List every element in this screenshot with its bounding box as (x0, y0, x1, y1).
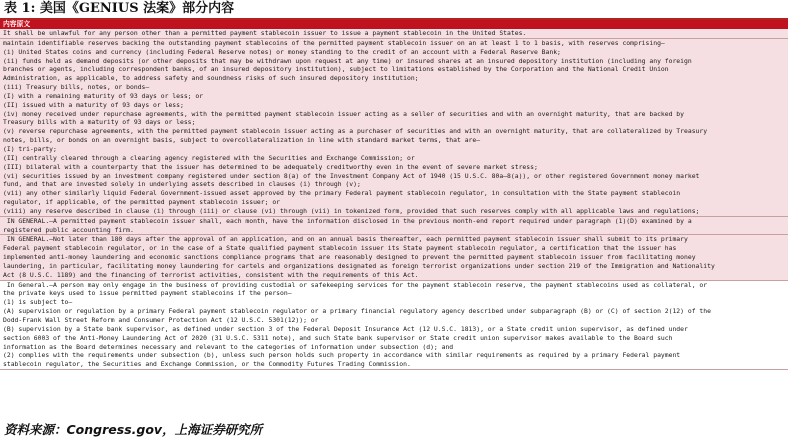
table-row-line: It shall be unlawful for any person other than a permitted payment stablecoin issuer to issue a payment stablecoin in the United States. (3, 29, 527, 37)
table-row-line: section 6003 of the Anti-Money Laundering Act of 2020 (31 U.S.C. 5311 note), and such State bank supervisor or State credit union supervisor makes available to the Board such (3, 333, 673, 342)
table-row-line: Federal payment stablecoin regulator, or in the case of a State qualified payment stablecoin issuer its State payment stablecoin regulator, a certification that the issuer has (3, 244, 677, 253)
table-row-line: the private keys used to issue permitted payment stablecoins if the person— (3, 289, 292, 298)
table-row-line: (iv) money received under repurchase agreements, with the permitted payment stablecoin issuer acting as a seller of securities and with an overnight maturity, that are backed by (3, 109, 685, 118)
table-row-line: maintain identifiable reserves backing the outstanding payment stablecoins of the permitted payment stablecoin issuer on an at least 1 to 1 basis, with reserves comprising— (3, 38, 665, 47)
table-row-line: Administration, as applicable, to address safety and soundness risks of such insured depository institution; (3, 74, 419, 83)
table-row-line: (i) United States coins and currency (including Federal Reserve notes) or money standing to the credit of an account with a Federal Reserve Bank; (3, 47, 561, 56)
table-row-line: Act (8 U.S.C. 1189) and the financing of terrorist activities, consistent with the requirements of this Act. (3, 270, 419, 279)
table-row-line: (v) reverse repurchase agreements, with the permitted payment stablecoin issuer acting as a purchaser of securities and with an overnight maturity, that are collateralized by Treasury (3, 127, 708, 136)
table-row (0, 29, 788, 39)
source-note: 资料来源：Congress.gov，上海证券研究所 (4, 422, 263, 437)
table-row-line: implemented anti-money laundering and economic sanctions compliance programs that are reasonably designed to prevent the permitted payment stablecoin issuer from facilitating money (3, 253, 696, 262)
table-row (0, 39, 788, 217)
table-body (0, 29, 788, 370)
table-row-line: (II) issued with a maturity of 93 days or less; (3, 100, 184, 109)
table-row-line: (III) bilateral with a counterparty that the issuer has determined to be adequately creditworthy even in the event of severe market stress; (3, 162, 538, 171)
table-row-line: registered public accounting firm. (3, 225, 134, 234)
table-row-line: (iii) Treasury bills, notes, or bonds— (3, 83, 150, 92)
table-row-line: regulator, if applicable, of the permitted payment stablecoin issuer; or (3, 198, 281, 207)
table-header: 内容原文 (0, 20, 788, 29)
table-row-line: fund, and that are invested solely in underlying assets described in clauses (i) through (v); (3, 180, 361, 189)
table-row-line: (vii) any other similarly liquid Federal Government-issued asset approved by the primary Federal payment stablecoin regulator, in consultation with the State payment stablecoin (3, 189, 681, 198)
table-row-line: (ii) funds held as demand deposits (or other deposits that may be withdrawn upon request at any time) or insured shares at an insured depository institution (including any foreign (3, 56, 692, 65)
table-row-line: In General.—A person may only engage in the business of providing custodial or safekeeping services for the payment stablecoin reserve, the payment stablecoins used as collateral, or (3, 280, 708, 289)
table-row-line: stablecoin regulator, the Securities and Exchange Commission, or the Commodity Futures Trading Commission. (3, 360, 411, 369)
table-row-line: Treasury bills with a maturity of 93 days or less; (3, 118, 196, 127)
table-row-line: information as the Board determines necessary and relevant to the categories of information under subsection (d); and (3, 342, 454, 351)
table-row-line: notes, bills, or bonds on an overnight basis, subject to overcollateralization in line with standard market terms, that are— (3, 136, 481, 145)
table-row-line: laundering, in particular, facilitating money laundering for cartels and organizations designated as foreign terrorist organizations under section 219 of the Immigration and Nationality (3, 261, 715, 270)
table-row-line: (I) with a remaining maturity of 93 days or less; or (3, 91, 204, 100)
table-row-line: (vi) securities issued by an investment company registered under section 8(a) of the Investment Company Act of 1940 (15 U.S.C. 80a–8(a)), or other registered Government money market (3, 171, 700, 180)
table-row-line: IN GENERAL.—A permitted payment stablecoin issuer shall, each month, have the information disclosed in the previous month-end report required under paragraph (1)(D) examined by a (3, 216, 692, 225)
table-row (0, 281, 788, 370)
table-row (0, 235, 788, 280)
table-row (0, 217, 788, 236)
table-row-line: (I) tri-party; (3, 144, 57, 153)
table-row-line: IN GENERAL.—Not later than 180 days after the approval of an application, and on an annual basis thereafter, each permitted payment stablecoin issuer shall submit to its primary (3, 235, 688, 244)
table-row-line: (II) centrally cleared through a clearing agency registered with the Securities and Exchange Commission; or (3, 153, 415, 162)
content-table (0, 20, 788, 370)
table-row-line: (A) supervision or regulation by a primary Federal payment stablecoin regulator or a primary financial regulatory agency described under subparagraph (B) or (C) of section 2(12) of the (3, 307, 711, 316)
table-row-line: (2) complies with the requirements under subsection (b), unless such person holds such property in accordance with similar requirements as required by a primary Federal payment (3, 351, 681, 360)
table-row-line: branches or agents, including correspondent banks, of an insured depository institution), subject to limitations established by the Corporation and the National Credit Union (3, 65, 669, 74)
table-row-line: Dodd-Frank Wall Street Reform and Consumer Protection Act (12 U.S.C. 5301(12)); or (3, 316, 319, 324)
table-row-line: (B) supervision by a State bank supervisor, as defined under section 3 of the Federal Deposit Insurance Act (12 U.S.C. 1813), or a State credit union supervisor, as defined under (3, 324, 688, 333)
table-row-line: (viii) any reserve described in clause (i) through (iii) or clause (vi) through (vii) in tokenized form, provided that such reserves comply with all applicable laws and regulations; (3, 206, 700, 215)
table-title: 表 1: 美国《GENIUS 法案》部分内容 (4, 1, 235, 16)
table-row-line: (1) is subject to— (3, 298, 73, 307)
